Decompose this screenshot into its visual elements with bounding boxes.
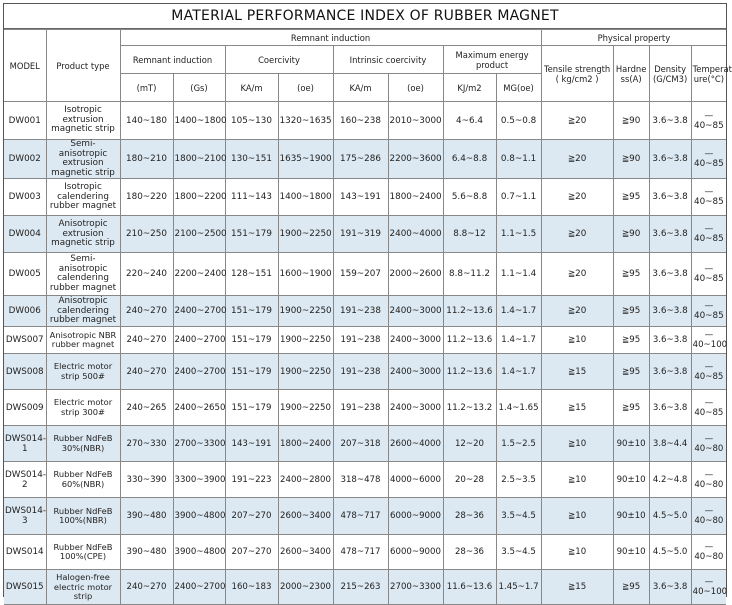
cell-hardness: 90±10: [613, 535, 649, 570]
cell-model: DWS014: [4, 535, 46, 570]
cell-remnant-gs: 2100~2500: [173, 216, 225, 253]
cell-energy-mg: 0.8~1.1: [496, 140, 541, 179]
cell-remnant-mt: 390~480: [120, 498, 173, 535]
cell-coercivity-ka: 151~179: [225, 296, 278, 327]
cell-model: DWS008: [4, 354, 46, 390]
cell-model: DWS014-1: [4, 426, 46, 462]
cell-remnant-gs: 1800~2100: [173, 140, 225, 179]
cell-tensile: ≧15: [541, 570, 613, 605]
cell-tensile: ≧20: [541, 140, 613, 179]
cell-energy-kj: 11.2~13.6: [443, 354, 496, 390]
cell-hardness: ≧95: [613, 296, 649, 327]
cell-intrinsic-oe: 2600~4000: [388, 426, 443, 462]
cell-product-type: Electric motor strip 300#: [46, 390, 120, 426]
cell-intrinsic-ka: 160~238: [333, 102, 388, 140]
cell-product-type: Rubber NdFeB 100%(CPE): [46, 535, 120, 570]
unit-energy-kj: KJ/m2: [443, 74, 496, 102]
cell-temperature: —40~85: [691, 253, 726, 296]
cell-intrinsic-oe: 2700~3300: [388, 570, 443, 605]
cell-density: 3.6~3.8: [649, 390, 691, 426]
unit-intrinsic-ka: KA/m: [333, 74, 388, 102]
cell-intrinsic-oe: 2400~3000: [388, 296, 443, 327]
cell-product-type: Anisotropic NBR rubber magnet: [46, 327, 120, 354]
cell-intrinsic-ka: 191~238: [333, 327, 388, 354]
cell-product-type: Anisotropic extrusion magnetic strip: [46, 216, 120, 253]
cell-hardness: 90±10: [613, 462, 649, 498]
cell-remnant-gs: 2400~2650: [173, 390, 225, 426]
cell-intrinsic-ka: 175~286: [333, 140, 388, 179]
cell-energy-mg: 1.1~1.4: [496, 253, 541, 296]
cell-hardness: ≧90: [613, 140, 649, 179]
cell-density: 4.5~5.0: [649, 498, 691, 535]
header-max-energy-product: Maximum energy product: [443, 46, 541, 74]
cell-density: 3.6~3.8: [649, 140, 691, 179]
cell-coercivity-oe: 1900~2250: [278, 216, 333, 253]
cell-temperature: —40~80: [691, 426, 726, 462]
cell-coercivity-oe: 1800~2400: [278, 426, 333, 462]
table-row: [4, 462, 726, 498]
cell-temperature: —40~100: [691, 570, 726, 605]
cell-intrinsic-oe: 2400~3000: [388, 354, 443, 390]
header-density: Density (G/CM3): [649, 46, 691, 102]
cell-remnant-mt: 140~180: [120, 102, 173, 140]
cell-coercivity-ka: 191~223: [225, 462, 278, 498]
cell-product-type: Semi-anisotropic extrusion magnetic strip: [46, 140, 120, 179]
cell-remnant-gs: 2400~2700: [173, 327, 225, 354]
table-row: [4, 498, 726, 535]
cell-tensile: ≧10: [541, 535, 613, 570]
table-row: [4, 179, 726, 216]
cell-intrinsic-oe: 6000~9000: [388, 498, 443, 535]
cell-coercivity-ka: 151~179: [225, 390, 278, 426]
cell-coercivity-oe: 1320~1635: [278, 102, 333, 140]
cell-remnant-gs: 2400~2700: [173, 354, 225, 390]
cell-remnant-mt: 330~390: [120, 462, 173, 498]
cell-model: DW006: [4, 296, 46, 327]
cell-coercivity-oe: 2400~2800: [278, 462, 333, 498]
cell-remnant-gs: 1800~2200: [173, 179, 225, 216]
cell-remnant-gs: 2700~3300: [173, 426, 225, 462]
cell-coercivity-ka: 151~179: [225, 354, 278, 390]
cell-intrinsic-ka: 191~238: [333, 296, 388, 327]
cell-coercivity-ka: 151~179: [225, 327, 278, 354]
cell-coercivity-ka: 207~270: [225, 535, 278, 570]
cell-intrinsic-oe: 1800~2400: [388, 179, 443, 216]
performance-table: [4, 29, 732, 605]
cell-intrinsic-ka: 143~191: [333, 179, 388, 216]
cell-remnant-mt: 240~270: [120, 327, 173, 354]
header-physical-property: Physical property: [541, 30, 726, 46]
cell-tensile: ≧10: [541, 426, 613, 462]
cell-hardness: 90±10: [613, 426, 649, 462]
cell-intrinsic-oe: 2000~2600: [388, 253, 443, 296]
cell-energy-kj: 28~36: [443, 535, 496, 570]
cell-intrinsic-oe: 2200~3600: [388, 140, 443, 179]
cell-temperature: —40~85: [691, 216, 726, 253]
table-row: [4, 327, 726, 354]
cell-coercivity-oe: 1900~2250: [278, 296, 333, 327]
cell-coercivity-oe: 2000~2300: [278, 570, 333, 605]
cell-energy-mg: 0.7~1.1: [496, 179, 541, 216]
cell-energy-kj: 4~6.4: [443, 102, 496, 140]
cell-intrinsic-ka: 191~238: [333, 354, 388, 390]
table-row: [4, 253, 726, 296]
cell-intrinsic-ka: 478~717: [333, 498, 388, 535]
header-intrinsic-coercivity: Intrinsic coercivity: [333, 46, 443, 74]
cell-product-type: Rubber NdFeB 100%(NBR): [46, 498, 120, 535]
header-temperature: Temperat ure(°C): [691, 46, 726, 102]
cell-density: 3.6~3.8: [649, 354, 691, 390]
cell-tensile: ≧20: [541, 296, 613, 327]
cell-intrinsic-ka: 215~263: [333, 570, 388, 605]
cell-product-type: Halogen-free electric motor strip: [46, 570, 120, 605]
header-hardness: Hardne ss(A): [613, 46, 649, 102]
cell-product-type: Isotropic calendering rubber magnet: [46, 179, 120, 216]
cell-temperature: —40~80: [691, 462, 726, 498]
cell-coercivity-ka: 128~151: [225, 253, 278, 296]
cell-hardness: ≧90: [613, 216, 649, 253]
cell-remnant-mt: 210~250: [120, 216, 173, 253]
cell-energy-kj: 12~20: [443, 426, 496, 462]
cell-tensile: ≧20: [541, 179, 613, 216]
cell-product-type: Rubber NdFeB 60%(NBR): [46, 462, 120, 498]
cell-energy-mg: 3.5~4.5: [496, 535, 541, 570]
header-coercivity: Coercivity: [225, 46, 333, 74]
cell-density: 4.2~4.8: [649, 462, 691, 498]
header-tensile-strength: Tensile strength ( kg/cm2 ): [541, 46, 613, 102]
cell-energy-kj: 11.6~13.6: [443, 570, 496, 605]
cell-hardness: ≧95: [613, 354, 649, 390]
header-remnant-induction-group: Remnant induction: [120, 30, 541, 46]
cell-tensile: ≧15: [541, 354, 613, 390]
cell-model: DW001: [4, 102, 46, 140]
cell-energy-mg: 1.4~1.7: [496, 354, 541, 390]
cell-energy-mg: 0.5~0.8: [496, 102, 541, 140]
cell-model: DWS009: [4, 390, 46, 426]
cell-energy-kj: 28~36: [443, 498, 496, 535]
cell-coercivity-oe: 1900~2250: [278, 354, 333, 390]
cell-model: DWS015: [4, 570, 46, 605]
cell-density: 4.5~5.0: [649, 535, 691, 570]
cell-hardness: ≧95: [613, 390, 649, 426]
cell-coercivity-oe: 2600~3400: [278, 498, 333, 535]
table-row: [4, 296, 726, 327]
sheet-title: MATERIAL PERFORMANCE INDEX OF RUBBER MAGNET: [4, 4, 726, 29]
cell-intrinsic-oe: 2400~3000: [388, 390, 443, 426]
table-row: [4, 570, 726, 605]
cell-remnant-mt: 240~270: [120, 296, 173, 327]
cell-coercivity-oe: 2600~3400: [278, 535, 333, 570]
cell-hardness: ≧95: [613, 327, 649, 354]
cell-density: 3.6~3.8: [649, 570, 691, 605]
cell-remnant-gs: 3900~4800: [173, 498, 225, 535]
cell-energy-kj: 20~28: [443, 462, 496, 498]
unit-gs: (Gs): [173, 74, 225, 102]
cell-coercivity-ka: 143~191: [225, 426, 278, 462]
cell-energy-mg: 3.5~4.5: [496, 498, 541, 535]
cell-intrinsic-oe: 2400~3000: [388, 327, 443, 354]
cell-intrinsic-ka: 207~318: [333, 426, 388, 462]
cell-tensile: ≧15: [541, 390, 613, 426]
cell-remnant-gs: 2200~2400: [173, 253, 225, 296]
cell-intrinsic-oe: 2400~4000: [388, 216, 443, 253]
cell-product-type: Isotropic extrusion magnetic strip: [46, 102, 120, 140]
unit-energy-mg: MG(oe): [496, 74, 541, 102]
cell-remnant-gs: 3300~3900: [173, 462, 225, 498]
cell-density: 3.6~3.8: [649, 327, 691, 354]
cell-product-type: Anisotropic calendering rubber magnet: [46, 296, 120, 327]
cell-remnant-gs: 1400~1800: [173, 102, 225, 140]
cell-coercivity-ka: 105~130: [225, 102, 278, 140]
cell-remnant-mt: 180~210: [120, 140, 173, 179]
cell-remnant-mt: 180~220: [120, 179, 173, 216]
cell-product-type: Rubber NdFeB 30%(NBR): [46, 426, 120, 462]
cell-energy-kj: 5.6~8.8: [443, 179, 496, 216]
cell-energy-mg: 1.4~1.65: [496, 390, 541, 426]
cell-model: DWS007: [4, 327, 46, 354]
cell-remnant-mt: 240~270: [120, 354, 173, 390]
cell-remnant-mt: 390~480: [120, 535, 173, 570]
cell-temperature: —40~80: [691, 535, 726, 570]
cell-coercivity-oe: 1900~2250: [278, 390, 333, 426]
performance-sheet: [3, 3, 732, 602]
cell-density: 3.6~3.8: [649, 216, 691, 253]
cell-hardness: ≧95: [613, 253, 649, 296]
table-row: [4, 426, 726, 462]
cell-density: 3.6~3.8: [649, 102, 691, 140]
header-model: MODEL: [4, 30, 46, 102]
cell-model: DW003: [4, 179, 46, 216]
cell-energy-kj: 8.8~11.2: [443, 253, 496, 296]
unit-intrinsic-oe: (oe): [388, 74, 443, 102]
cell-density: 3.6~3.8: [649, 253, 691, 296]
cell-temperature: —40~100: [691, 327, 726, 354]
table-row: [4, 140, 726, 179]
cell-temperature: —40~85: [691, 354, 726, 390]
unit-coercivity-oe: (oe): [278, 74, 333, 102]
cell-intrinsic-ka: 159~207: [333, 253, 388, 296]
cell-remnant-mt: 220~240: [120, 253, 173, 296]
table-row: [4, 102, 726, 140]
cell-model: DW005: [4, 253, 46, 296]
cell-remnant-gs: 2400~2700: [173, 296, 225, 327]
unit-mt: (mT): [120, 74, 173, 102]
cell-coercivity-ka: 160~183: [225, 570, 278, 605]
cell-tensile: ≧10: [541, 327, 613, 354]
cell-energy-kj: 11.2~13.6: [443, 327, 496, 354]
cell-coercivity-oe: 1400~1800: [278, 179, 333, 216]
cell-remnant-mt: 240~270: [120, 570, 173, 605]
table-row: [4, 216, 726, 253]
cell-tensile: ≧10: [541, 498, 613, 535]
cell-energy-mg: 1.45~1.7: [496, 570, 541, 605]
header-product-type: Product type: [46, 30, 120, 102]
cell-intrinsic-oe: 4000~6000: [388, 462, 443, 498]
cell-remnant-gs: 3900~4800: [173, 535, 225, 570]
cell-coercivity-oe: 1600~1900: [278, 253, 333, 296]
cell-tensile: ≧10: [541, 462, 613, 498]
cell-temperature: —40~80: [691, 498, 726, 535]
cell-coercivity-ka: 111~143: [225, 179, 278, 216]
cell-product-type: Semi-anisotropic calendering rubber magnet: [46, 253, 120, 296]
cell-coercivity-oe: 1900~2250: [278, 327, 333, 354]
cell-energy-kj: 11.2~13.2: [443, 390, 496, 426]
cell-energy-kj: 6.4~8.8: [443, 140, 496, 179]
cell-energy-mg: 1.5~2.5: [496, 426, 541, 462]
cell-intrinsic-ka: 318~478: [333, 462, 388, 498]
header-row-group: [4, 30, 726, 46]
cell-product-type: Electric motor strip 500#: [46, 354, 120, 390]
cell-coercivity-ka: 151~179: [225, 216, 278, 253]
cell-temperature: —40~85: [691, 390, 726, 426]
cell-temperature: —40~85: [691, 102, 726, 140]
cell-hardness: ≧95: [613, 179, 649, 216]
table-row: [4, 354, 726, 390]
cell-tensile: ≧20: [541, 102, 613, 140]
cell-coercivity-ka: 207~270: [225, 498, 278, 535]
cell-model: DW002: [4, 140, 46, 179]
cell-coercivity-ka: 130~151: [225, 140, 278, 179]
cell-model: DWS014-2: [4, 462, 46, 498]
cell-intrinsic-oe: 2010~3000: [388, 102, 443, 140]
cell-energy-mg: 1.4~1.7: [496, 327, 541, 354]
cell-energy-mg: 2.5~3.5: [496, 462, 541, 498]
cell-model: DW004: [4, 216, 46, 253]
cell-model: DWS014-3: [4, 498, 46, 535]
cell-density: 3.8~4.4: [649, 426, 691, 462]
cell-remnant-gs: 2400~2700: [173, 570, 225, 605]
table-row: [4, 535, 726, 570]
cell-temperature: —40~85: [691, 296, 726, 327]
cell-hardness: ≧95: [613, 570, 649, 605]
cell-energy-mg: 1.1~1.5: [496, 216, 541, 253]
cell-energy-mg: 1.4~1.7: [496, 296, 541, 327]
cell-remnant-mt: 240~265: [120, 390, 173, 426]
unit-coercivity-ka: KA/m: [225, 74, 278, 102]
cell-intrinsic-oe: 6000~9000: [388, 535, 443, 570]
cell-coercivity-oe: 1635~1900: [278, 140, 333, 179]
cell-energy-kj: 8.8~12: [443, 216, 496, 253]
table-row: [4, 390, 726, 426]
cell-temperature: —40~85: [691, 140, 726, 179]
cell-intrinsic-ka: 478~717: [333, 535, 388, 570]
cell-intrinsic-ka: 191~238: [333, 390, 388, 426]
cell-tensile: ≧20: [541, 216, 613, 253]
cell-temperature: —40~85: [691, 179, 726, 216]
cell-density: 3.6~3.8: [649, 179, 691, 216]
cell-intrinsic-ka: 191~319: [333, 216, 388, 253]
cell-energy-kj: 11.2~13.6: [443, 296, 496, 327]
cell-hardness: 90±10: [613, 498, 649, 535]
header-remnant-induction: Remnant induction: [120, 46, 225, 74]
cell-tensile: ≧20: [541, 253, 613, 296]
cell-density: 3.6~3.8: [649, 296, 691, 327]
cell-hardness: ≧90: [613, 102, 649, 140]
cell-remnant-mt: 270~330: [120, 426, 173, 462]
